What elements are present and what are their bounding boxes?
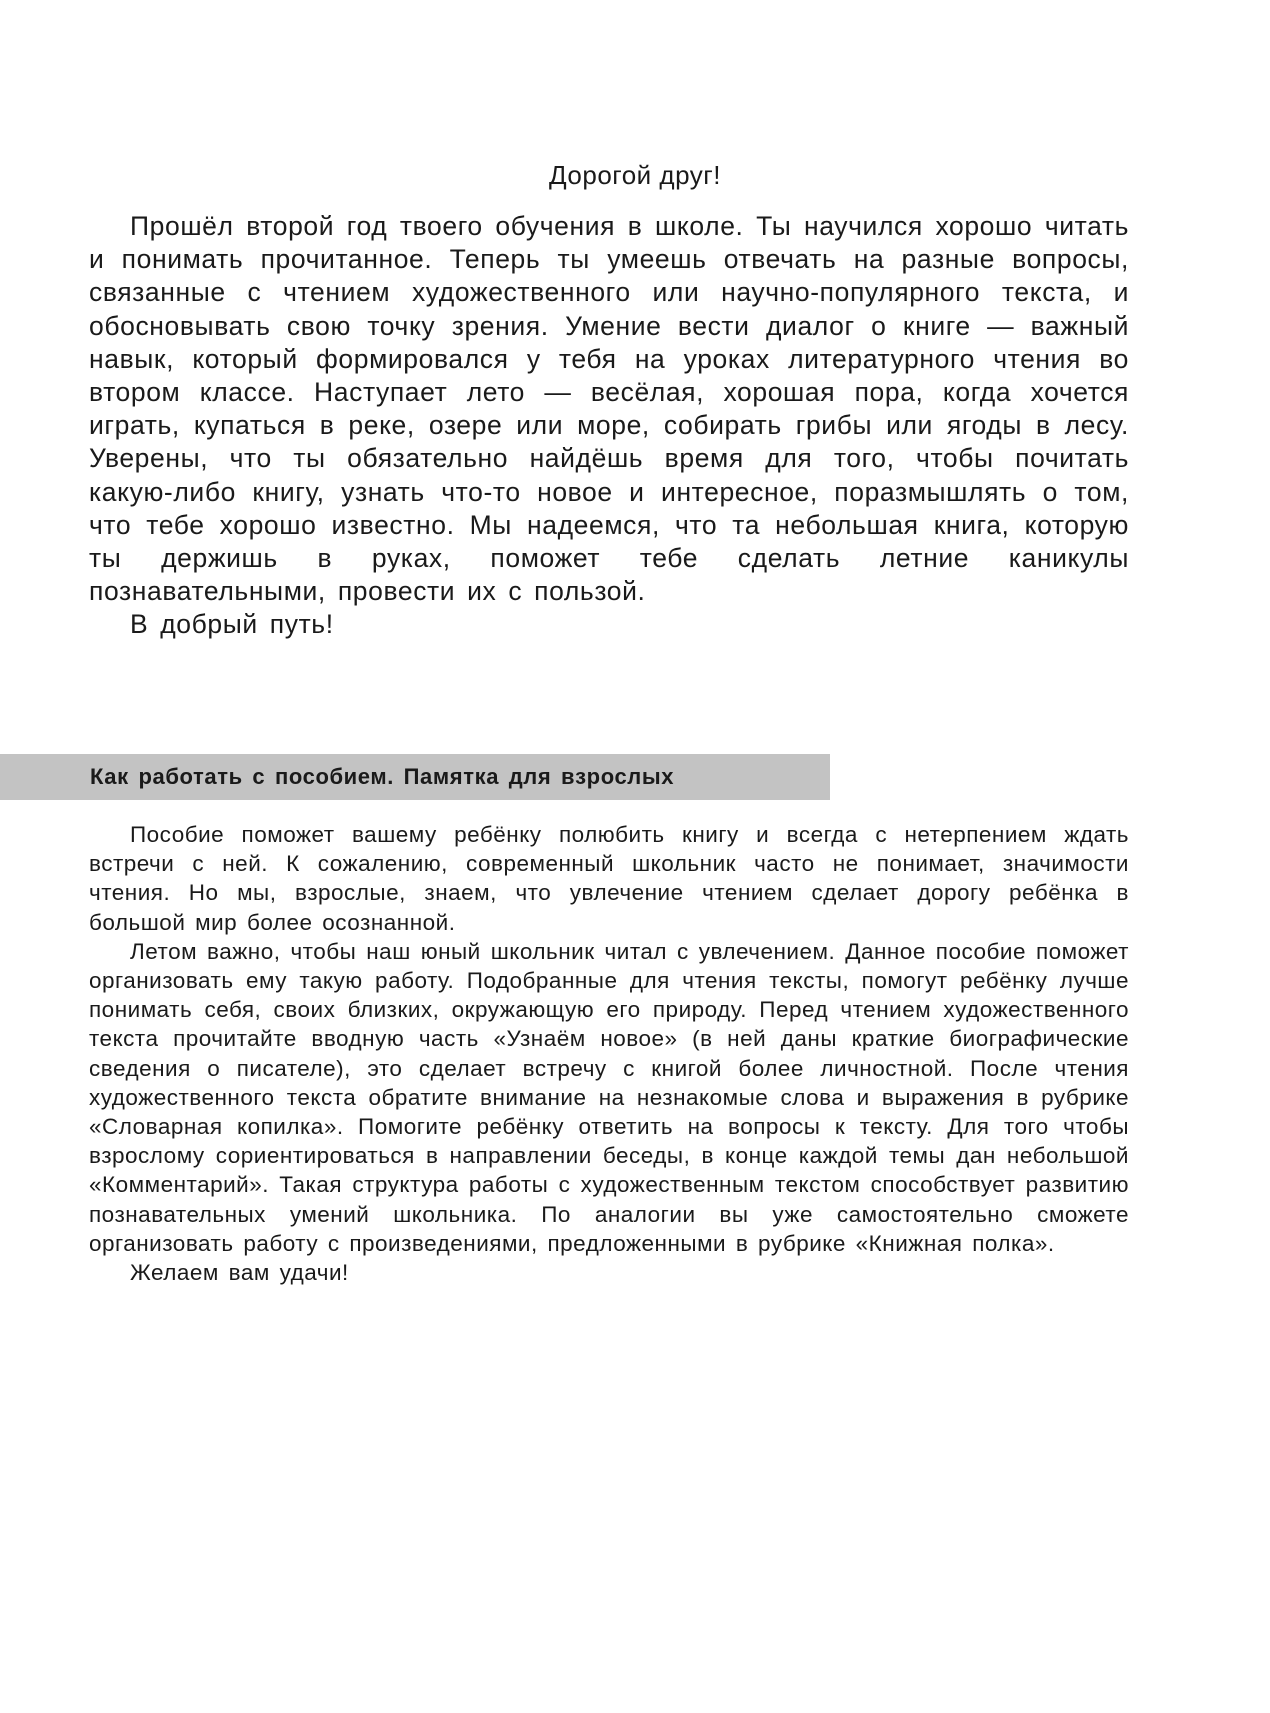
memo-paragraph: Пособие поможет вашему ребёнку полюбить книгу и всегда с нетерпением ждать встречи с ней. К сожалению, современный школьник часто не понимает, значимости чтения. Но мы, взрослые, знаем, что увлечение чтением сделает дорогу ребёнка в большой мир более осознанной.	[89, 822, 1129, 935]
letter-body	[89, 210, 1129, 642]
memo-paragraph: Летом важно, чтобы наш юный школьник читал с увлечением. Данное пособие поможет организовать ему такую работу. Подобранные для чтения тексты, помогут ребёнку лучше понимать себя, своих близких, окружающую его природу. Перед чтением художественного текста прочитайте вводную часть «Узнаём новое» (в ней даны краткие биографические сведения о писателе), это сделает встречу с книгой более личностной. После чтения художественного текста обратите внимание на незнакомые слова и выражения в рубрике «Словарная копилка». Помогите ребёнку ответить на вопросы к тексту. Для того чтобы взрослому сориентироваться в направлении беседы, в конце каждой темы дан небольшой «Комментарий». Такая структура работы с художественным текстом способствует развитию познавательных умений школьника. По аналогии вы уже самостоятельно сможете организовать работу с произведениями, предложенными в рубрике «Книжная полка».	[89, 938, 1129, 1256]
section-header-bar	[0, 754, 830, 800]
letter-paragraph: Прошёл второй год твоего обучения в школе. Ты научился хорошо читать и понимать прочитанное. Теперь ты умеешь отвечать на разные вопросы, связанные с чтением художественного или научно-популярного текста, и обосновывать свою точку зрения. Умение вести диалог о книге — важный навык, который формировался у тебя на уроках литературного чтения во втором классе. Наступает лето — весёлая, хорошая пора, когда хочется играть, купаться в реке, озере или море, собирать грибы или ягоды в лесу. Уверены, что ты обязательно найдёшь время для того, чтобы почитать какую-либо книгу, узнать что-то новое и интересное, поразмышлять о том, что тебе хорошо известно. Мы надеемся, что та небольшая книга, которую ты держишь в руках, поможет тебе сделать летние каникулы познавательными, провести их с пользой.	[89, 211, 1129, 607]
memo-closing: Желаем вам удачи!	[130, 1260, 349, 1286]
letter-closing: В добрый путь!	[130, 609, 334, 640]
memo-body	[89, 820, 1129, 1287]
section-title: Как работать с пособием. Памятка для взрослых	[90, 764, 675, 789]
letter-title: Дорогой друг!	[549, 160, 721, 190]
